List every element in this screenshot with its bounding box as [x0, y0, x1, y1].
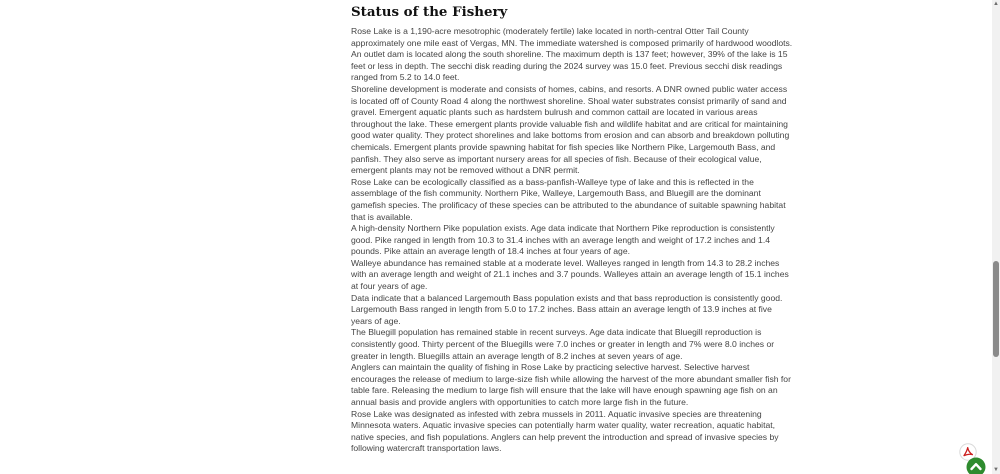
paragraph-selective-harvest: Anglers can maintain the quality of fishing in Rose Lake by practicing selective harvest. Selective harvest encourages the release of medium to large-size fish while allowing the harvest of the more abundant smaller fish for table fare. Releasing the medium to large fish will ensure that the lake will have enough spawning age fish on an annual basis and provide anglers with opportunities to catch more large fish in the future. [351, 362, 791, 407]
paragraph-bluegill: The Bluegill population has remained stable in recent surveys. Age data indicate that Bluegill reproduction is consistently good. Thirty percent of the Bluegills were 7.0 inches or greater in length and 7% were 8.0 inches or greater in length. Bluegills attain an average length of 8.2 inches at seven years of age. [351, 327, 775, 361]
fishery-status-section [351, 0, 795, 455]
paragraph-classification: Rose Lake can be ecologically classified as a bass-panfish-Walleye type of lake and this is reflected in the assemblage of the fish community. Northern Pike, Walleye, Largemouth Bass, and Bluegill are the dominant gamefish species. The prolificacy of these species can be attributed to the abundance of suitable spawning habitat that is available. [351, 176, 786, 222]
paragraph-northern-pike: A high-density Northern Pike population exists. Age data indicate that Northern Pike reproduction is consistently good. Pike ranged in length from 10.3 to 31.4 inches with an average length and weight of 17.2 inches and 1.4 pounds. Pike attain an average length of 18.4 inches at four years of age. [351, 223, 775, 257]
paragraph-shoreline: Shoreline development is moderate and consists of homes, cabins, and resorts. A DNR owned public water access is located off of County Road 4 along the northwest shoreline. Shoal water substrates consist primarily of sand and gravel. Emergent aquatic plants such as hardstem bulrush and common cattail are located in various areas throughout the lake. These emergent plants provide valuable fish and wildlife habitat and are critical for maintaining good water quality. They protect shorelines and lake bottoms from erosion and can absorb and breakdown polluting chemicals. Emergent plants provide spawning habitat for fish species like Northern Pike, Largemouth Bass, and panfish. They also serve as important nursery areas for all species of fish. Because of their ecological value, emergent plants may not be removed without a DNR permit. [351, 83, 790, 176]
scroll-down-arrow-icon[interactable]: ▼ [993, 467, 999, 473]
paragraph-walleye: Walleye abundance has remained stable at a moderate level. Walleyes ranged in length from 14.3 to 28.2 inches with an average length and weight of 21.1 inches and 3.7 pounds. Walleyes attain an average length of 15.1 inches at four years of age. [351, 257, 789, 292]
scrollbar-thumb[interactable] [993, 261, 999, 357]
vertical-scrollbar[interactable] [992, 0, 1000, 474]
paragraph-largemouth-bass: Data indicate that a balanced Largemouth Bass population exists and that bass reproduction is consistently good. Largemouth Bass ranged in length from 5.0 to 17.2 inches. Bass attain an average length of 13.9 inches at five years of age. [351, 292, 783, 326]
section-title: Status of the Fishery [351, 4, 508, 20]
back-to-top-button[interactable] [966, 457, 986, 474]
scroll-up-arrow-icon[interactable]: ▲ [993, 1, 999, 7]
paragraph-invasive-species: Rose Lake was designated as infested with zebra mussels in 2011. Aquatic invasive species are threatening Minnesota waters. Aquatic invasive species can potentially harm water quality, water recreation, aquatic habitat, native species, and fish populations. Anglers can help prevent the introduction and spread of invasive species by following watercraft transportation laws. [351, 408, 779, 454]
chevron-up-icon [966, 457, 986, 474]
paragraph-lake-description: Rose Lake is a 1,190-acre mesotrophic (moderately fertile) lake located in north-central Otter Tail County approximately one mile east of Vergas, MN. The immediate watershed is composed primarily of hardwood woodlots. An outlet dam is located along the south shoreline. The maximum depth is 137 feet; however, 39% of the lake is 15 feet or less in depth. The secchi disk reading during the 2024 survey was 15.0 feet. Previous secchi disk readings ranged from 5.2 to 14.0 feet. [351, 26, 793, 83]
